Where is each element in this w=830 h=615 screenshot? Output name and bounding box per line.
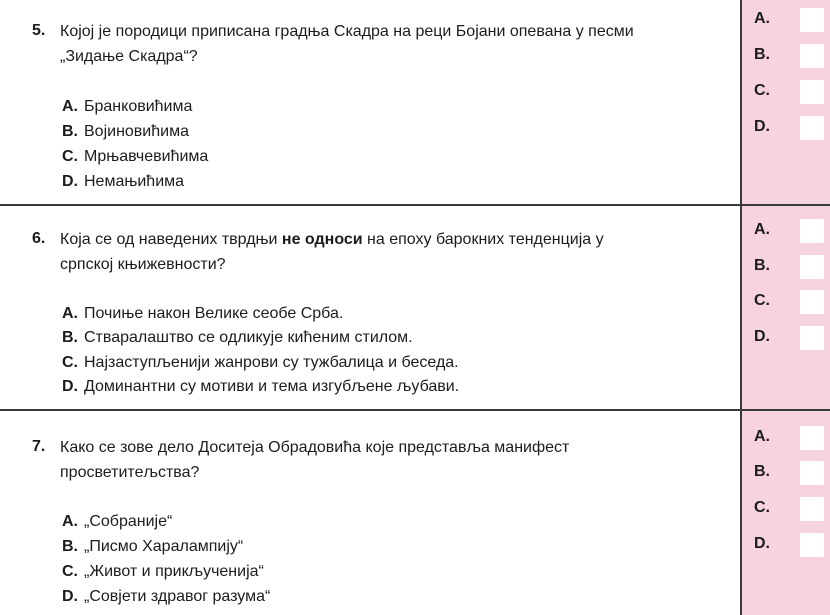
answer-checkbox[interactable] [800, 326, 824, 350]
answer-c[interactable] [754, 497, 824, 521]
option-letter: D. [62, 173, 78, 190]
option-text: Немањићима [84, 173, 185, 190]
answer-b[interactable] [754, 255, 824, 279]
question-text [60, 19, 720, 69]
answer-letter: D. [754, 328, 770, 345]
answer-c[interactable] [754, 290, 824, 314]
option-b [62, 328, 413, 348]
answer-panel [740, 411, 830, 615]
answer-b[interactable] [754, 461, 824, 485]
answer-checkbox[interactable] [800, 426, 824, 450]
answer-checkbox[interactable] [800, 533, 824, 557]
option-b [62, 122, 189, 142]
question-text-line: „Зидање Скадра“? [60, 48, 198, 65]
answer-checkbox[interactable] [800, 44, 824, 68]
option-text: „Писмо Харалампију“ [84, 538, 244, 555]
answer-c[interactable] [754, 80, 824, 104]
option-text: Доминантни су мотиви и тема изгубљене љубави. [84, 378, 460, 395]
option-letter: A. [62, 305, 78, 322]
question-text-part: Која се од наведених тврдњи [60, 231, 282, 248]
option-letter: A. [62, 513, 78, 530]
question-7 [0, 411, 830, 615]
option-letter: D. [62, 378, 78, 395]
option-letter: C. [62, 148, 78, 165]
question-text-line [60, 227, 720, 252]
option-a [62, 97, 192, 117]
answer-checkbox[interactable] [800, 497, 824, 521]
option-letter: B. [62, 329, 78, 346]
answer-letter: B. [754, 463, 770, 480]
answer-d[interactable] [754, 326, 824, 350]
option-text: Почиње након Велике сеобе Срба. [84, 305, 344, 322]
answer-letter: C. [754, 82, 770, 99]
option-text: Бранковићима [84, 98, 193, 115]
option-letter: B. [62, 123, 78, 140]
option-text: Мрњавчевићима [84, 148, 209, 165]
answer-letter: C. [754, 499, 770, 516]
answer-a[interactable] [754, 219, 824, 243]
question-7-content [0, 411, 740, 615]
answer-panel [740, 0, 830, 205]
answer-letter: D. [754, 118, 770, 135]
answer-panel [740, 206, 830, 410]
answer-b[interactable] [754, 44, 824, 68]
question-6-content [0, 206, 740, 410]
option-text: Војиновићима [84, 123, 189, 140]
question-text [60, 435, 720, 485]
answer-checkbox[interactable] [800, 290, 824, 314]
answer-a[interactable] [754, 8, 824, 32]
option-a [62, 512, 172, 532]
question-text-line: просветитељства? [60, 464, 200, 481]
option-d [62, 377, 459, 397]
option-a [62, 304, 343, 324]
answer-checkbox[interactable] [800, 80, 824, 104]
answer-d[interactable] [754, 533, 824, 557]
option-letter: C. [62, 354, 78, 371]
question-5-content [0, 0, 740, 205]
option-text: Најзаступљенији жанрови су тужбалица и беседа. [84, 354, 459, 371]
answer-a[interactable] [754, 426, 824, 450]
answer-checkbox[interactable] [800, 8, 824, 32]
option-d [62, 587, 270, 607]
option-letter: D. [62, 588, 78, 605]
question-text-emphasis: не односи [281, 231, 363, 248]
option-text: „Собраније“ [84, 513, 173, 530]
option-b [62, 537, 243, 557]
option-text: „Совјети здравог разума“ [84, 588, 271, 605]
question-text-line: Којој је породици приписана градња Скадра на реци Бојани опевана у песми [60, 23, 634, 40]
question-number: 6. [32, 230, 46, 247]
question-6 [0, 206, 830, 410]
answer-letter: B. [754, 257, 770, 274]
option-letter: A. [62, 98, 78, 115]
answer-letter: A. [754, 10, 770, 27]
answer-letter: A. [754, 428, 770, 445]
option-c [62, 147, 208, 167]
question-5 [0, 0, 830, 205]
option-letter: B. [62, 538, 78, 555]
option-c [62, 562, 264, 582]
answer-checkbox[interactable] [800, 219, 824, 243]
answer-letter: C. [754, 292, 770, 309]
option-d [62, 172, 184, 192]
question-number: 5. [32, 22, 46, 39]
option-text: „Живот и прикљученија“ [84, 563, 264, 580]
answer-d[interactable] [754, 116, 824, 140]
option-text: Стваралаштво се одликује кићеним стилом. [84, 329, 413, 346]
answer-letter: D. [754, 535, 770, 552]
question-text-line: српској књижевности? [60, 256, 226, 273]
answer-letter: A. [754, 221, 770, 238]
question-text-line: Како се зове дело Доситеја Обрадовића које представља манифест [60, 439, 570, 456]
option-c [62, 353, 459, 373]
answer-checkbox[interactable] [800, 461, 824, 485]
answer-letter: B. [754, 46, 770, 63]
question-number: 7. [32, 438, 46, 455]
question-text-part: на епоху барокних тенденција у [362, 231, 604, 248]
option-letter: C. [62, 563, 78, 580]
answer-checkbox[interactable] [800, 255, 824, 279]
answer-checkbox[interactable] [800, 116, 824, 140]
question-text [60, 227, 720, 277]
